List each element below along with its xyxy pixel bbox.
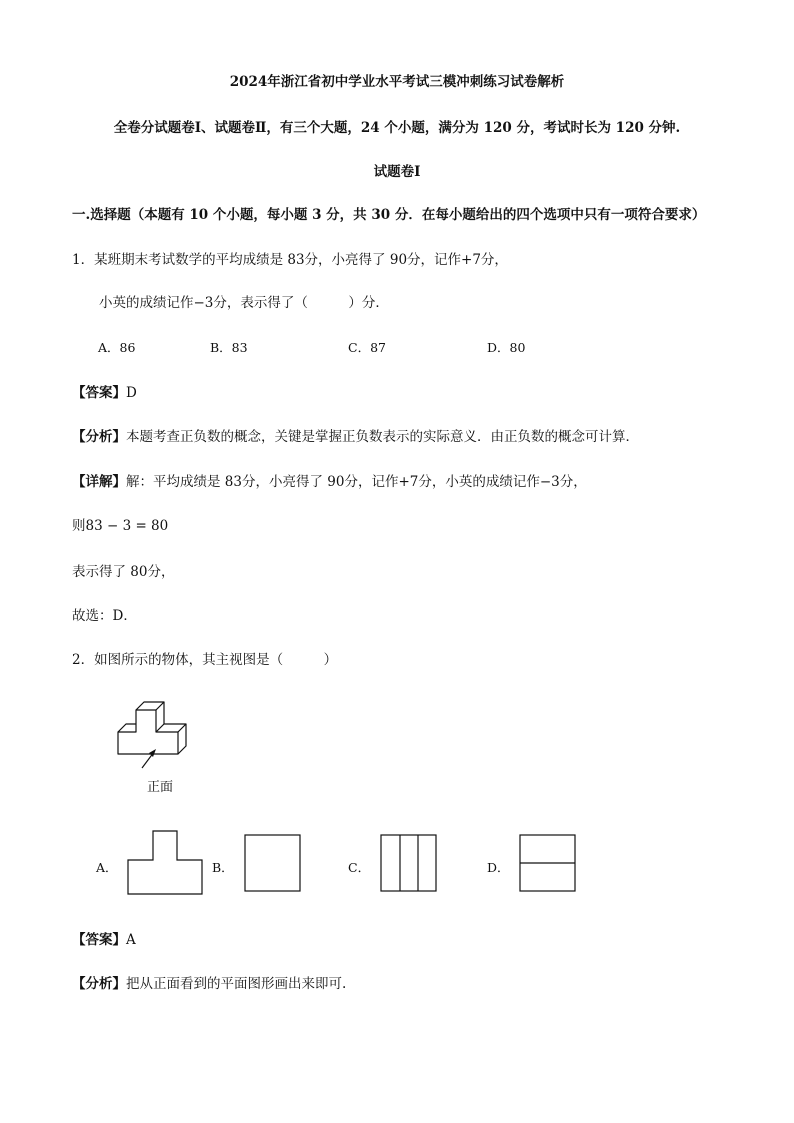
detail-label: 【详解】 [72, 474, 126, 490]
q1-option-d: D．80 [487, 340, 526, 355]
document-title: 2024年浙江省初中学业水平考试三模冲刺练习试卷解析 [229, 74, 565, 90]
analysis-text: 本题考查正负数的概念，关键是掌握正负数表示的实际意义．由正负数的概念可计算． [126, 429, 639, 445]
analysis-label: 【分析】 [72, 429, 126, 445]
q1-option-b: B．83 [210, 340, 248, 355]
q1-calculation: 则83 − 3 = 80 [72, 518, 169, 534]
section-heading: 一.选择题（本题有 10 个小题，每小题 3 分，共 30 分．在每小题给出的四个选项中只有一项符合要求） [72, 207, 706, 223]
q2-option-d-figure [519, 834, 577, 892]
answer-value: A [126, 932, 136, 948]
q2-stem: 2．如图所示的物体，其主视图是（ ） [72, 652, 338, 668]
q2-option-a-label: A． [96, 860, 118, 875]
q1-option-c: C．87 [348, 340, 386, 355]
q1-detail [72, 470, 587, 490]
q2-solid-figure [100, 690, 200, 765]
q2-option-a-figure [127, 830, 203, 896]
q2-answer [72, 928, 136, 948]
detail-text: 解：平均成绩是 83分，小亮得了 90分，记作+7分，小英的成绩记作−3分， [126, 474, 587, 490]
q1-stem-line1: 1．某班期末考试数学的平均成绩是 83分，小亮得了 90分，记作+7分， [72, 252, 508, 268]
answer-value: D [126, 385, 137, 401]
q1-answer [72, 381, 137, 401]
q1-analysis [72, 425, 639, 445]
figure-caption: 正面 [147, 780, 174, 795]
analysis-label: 【分析】 [72, 976, 126, 992]
q1-choice: 故选：D． [72, 608, 137, 624]
q2-analysis [72, 972, 346, 992]
q2-option-b-label: B． [212, 860, 234, 875]
q2-option-d-label: D． [487, 860, 510, 875]
exam-instructions: 全卷分试题卷Ⅰ、试题卷Ⅱ，有三个大题，24 个小题，满分为 120 分，考试时长为 120 分钟. [113, 120, 681, 136]
q1-option-a: A．86 [98, 340, 136, 355]
answer-label: 【答案】 [72, 932, 126, 948]
q1-result: 表示得了 80分， [72, 564, 175, 580]
answer-label: 【答案】 [72, 385, 126, 401]
q2-option-c-figure [380, 834, 438, 892]
analysis-text: 把从正面看到的平面图形画出来即可. [126, 976, 347, 992]
q2-option-c-label: C． [348, 860, 371, 875]
part-heading: 试题卷Ⅰ [373, 164, 421, 180]
q2-option-b-figure [244, 834, 302, 892]
q1-stem-line2: 小英的成绩记作−3分，表示得了（ ）分． [99, 295, 389, 311]
